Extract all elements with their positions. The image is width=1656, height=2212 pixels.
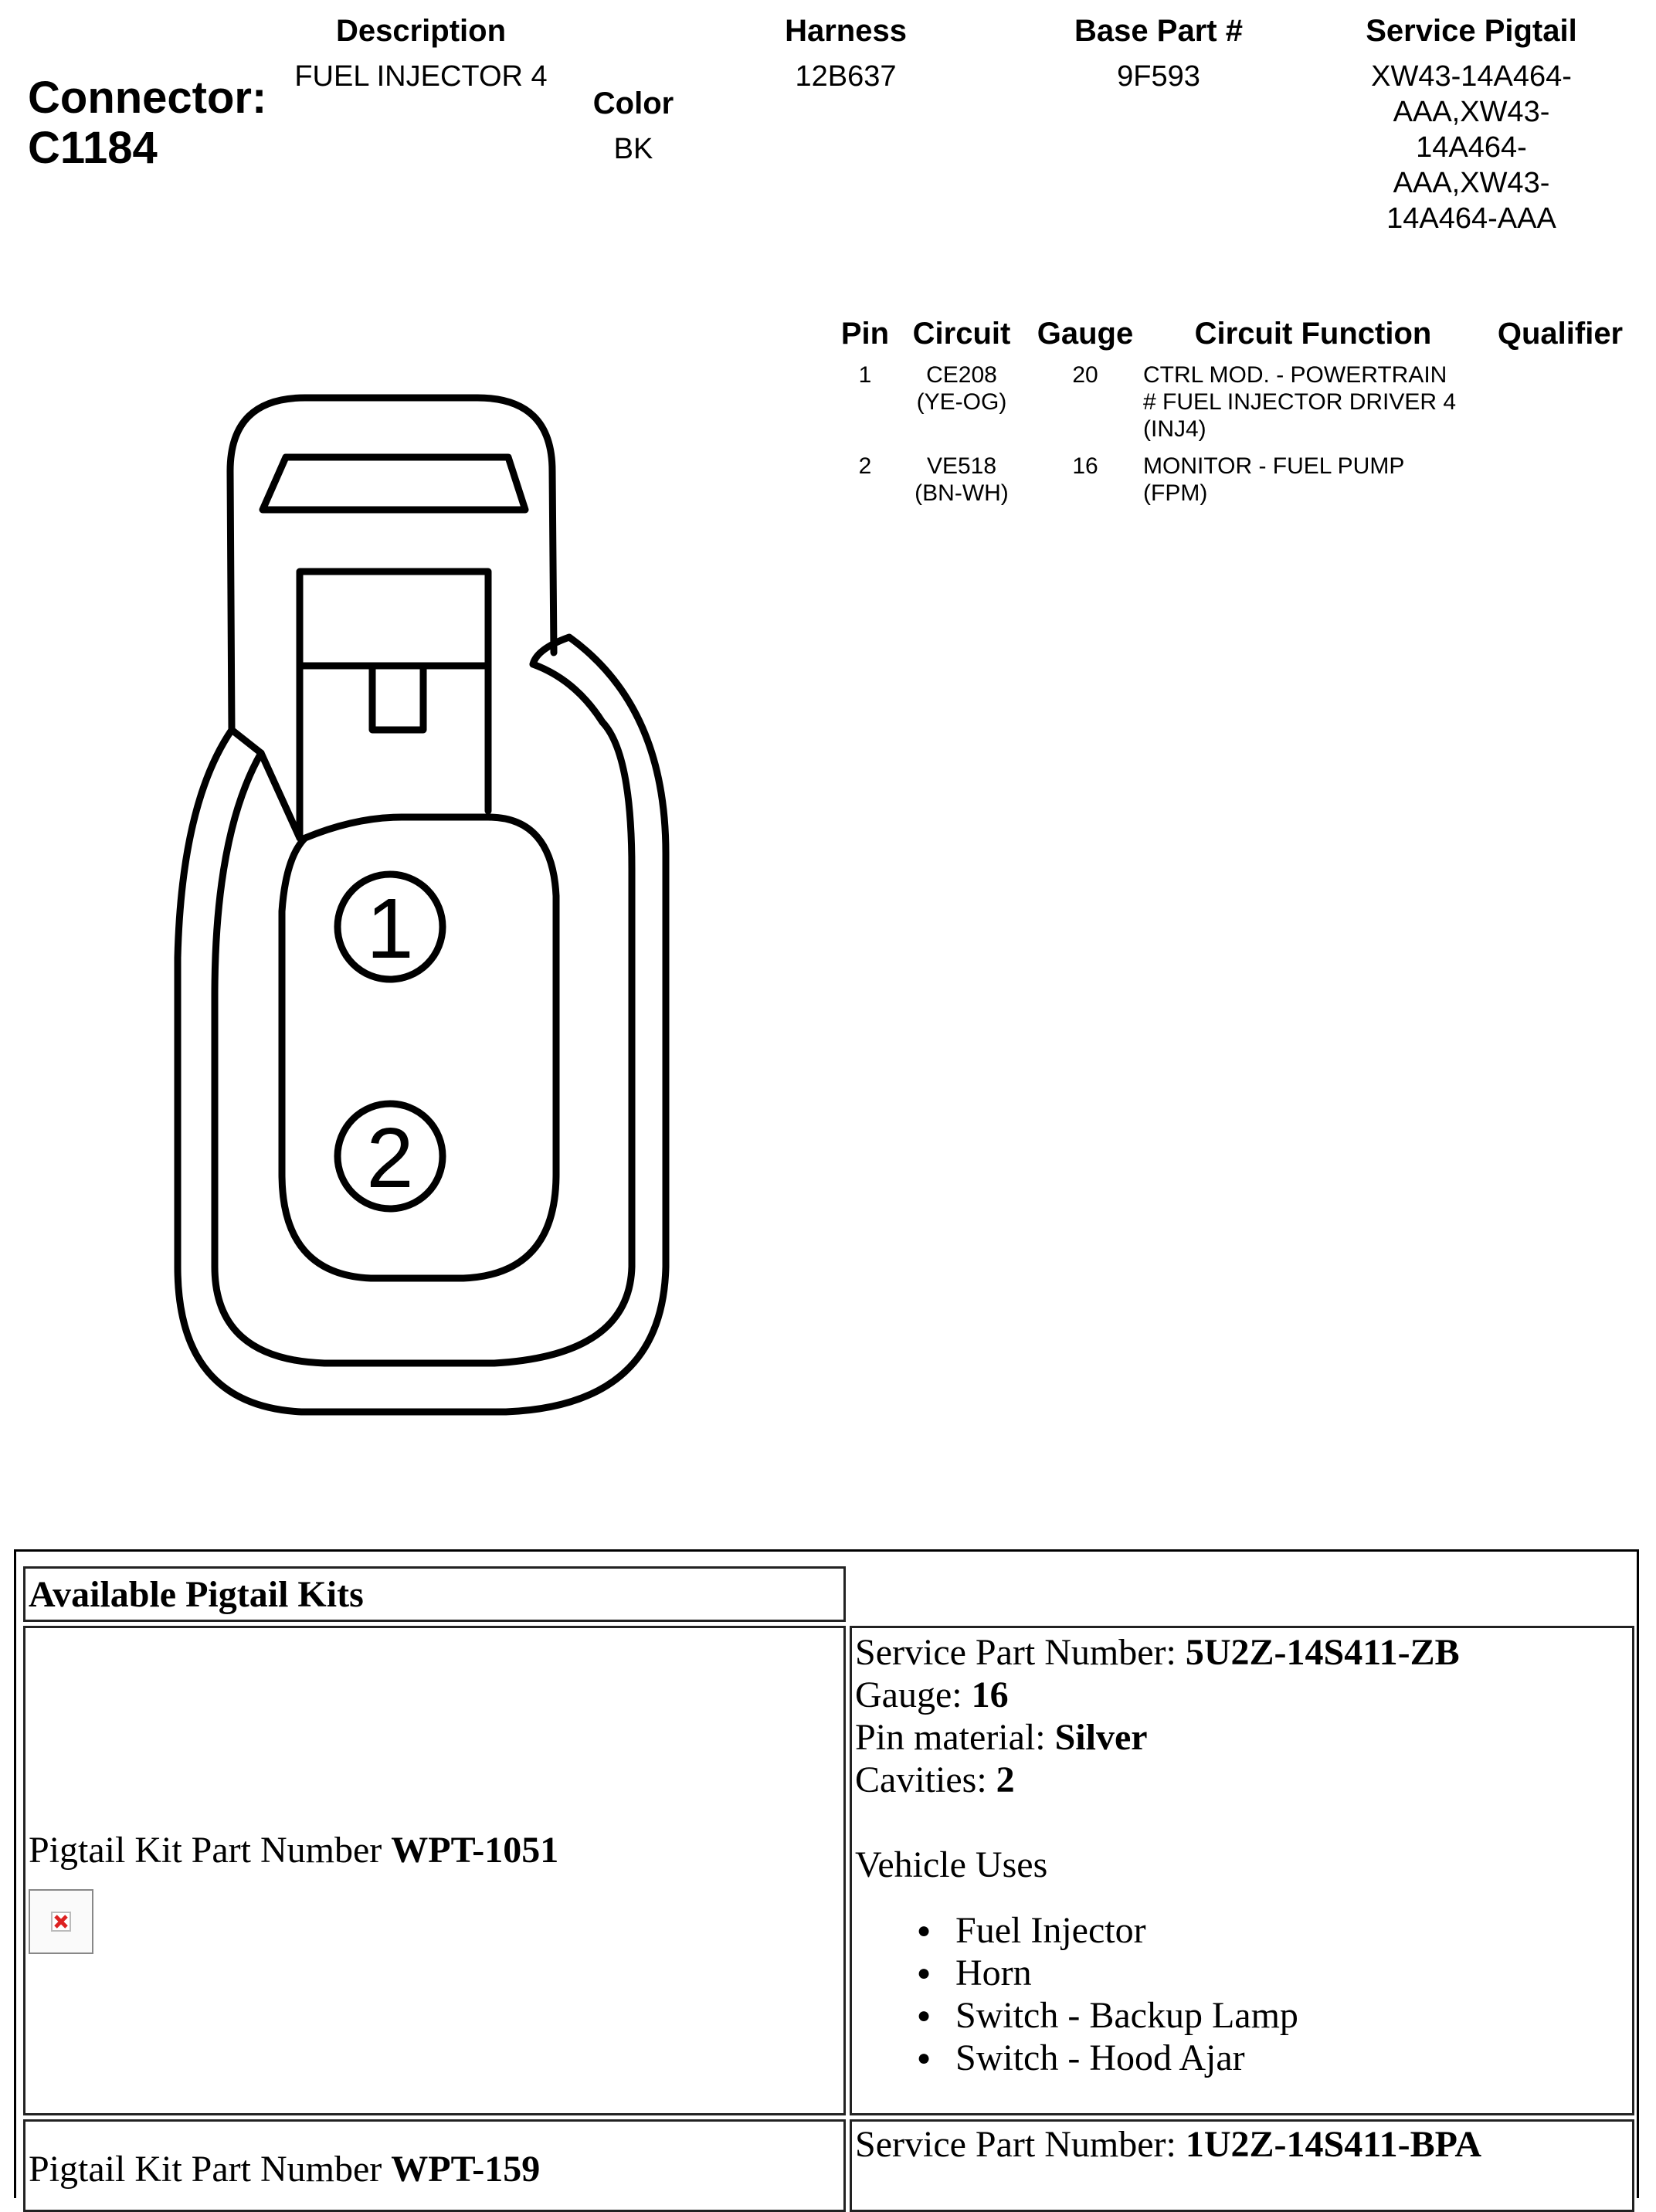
kits-title: Available Pigtail Kits [29, 1574, 364, 1615]
circuit-color: (YE-OG) [916, 389, 1007, 415]
service-pigtail-line: XW43-14A464- [1371, 60, 1572, 93]
cavities-label: Cavities: [855, 1759, 996, 1800]
function-column-header: Circuit Function [1194, 317, 1432, 351]
latch-inner-tab [263, 457, 525, 510]
vehicle-use-item: ● Fuel Injector [955, 1909, 1627, 1952]
kit-label: Pigtail Kit Part Number [29, 1830, 392, 1871]
base-part-value: 9F593 [1117, 60, 1200, 93]
gauge-cell: 20 [1072, 362, 1098, 388]
kit-1-cavities [855, 1759, 1627, 1801]
pin-2-label: 2 [366, 1111, 414, 1206]
key-notch [372, 666, 423, 730]
broken-image-x-icon [30, 1891, 92, 1952]
circuit-cell [896, 453, 1027, 507]
service-part-label: Service Part Number: [855, 1632, 1186, 1673]
circuit-cell [896, 361, 1027, 416]
base-part-header: Base Part # [1074, 14, 1243, 48]
kit-number: WPT-159 [391, 2149, 541, 2190]
kit-label: Pigtail Kit Part Number [29, 2149, 392, 2190]
left-shoulder-line [232, 730, 300, 838]
vehicle-uses-label: Vehicle Uses [855, 1844, 1048, 1885]
kit-2-service-part [855, 2123, 1481, 2166]
description-value: FUEL INJECTOR 4 [294, 60, 548, 93]
kit-number: WPT-1051 [391, 1830, 559, 1871]
kit-1-cell [23, 1626, 846, 2115]
housing-outer-outline [178, 637, 666, 1412]
kit-2-details-cell [850, 2119, 1634, 2212]
connector-label: Connector: [28, 73, 267, 123]
kit-2-part-number [29, 2148, 540, 2190]
color-header: Color [592, 87, 674, 120]
kit-2-cell [23, 2119, 846, 2212]
function-line: CTRL MOD. - POWERTRAIN [1143, 362, 1447, 388]
gauge-label: Gauge: [855, 1674, 972, 1715]
vehicle-uses-list [855, 1909, 1627, 2079]
service-part-value: 1U2Z-14S411-BPA [1185, 2124, 1482, 2165]
broken-image-icon [29, 1889, 93, 1954]
latch-window [300, 572, 488, 838]
function-line: (INJ4) [1143, 416, 1206, 442]
kit-1-part-number [29, 1829, 558, 1871]
vehicle-use-item: ● Switch - Hood Ajar [955, 2037, 1627, 2079]
service-part-value: 5U2Z-14S411-ZB [1185, 1632, 1460, 1673]
harness-value: 12B637 [795, 60, 897, 93]
function-line: MONITOR - FUEL PUMP [1143, 453, 1405, 479]
kit-1-details-cell [850, 1626, 1634, 2115]
service-pigtail-header: Service Pigtail [1366, 14, 1577, 48]
pin-column-header: Pin [840, 317, 890, 351]
kit-1-gauge [855, 1674, 1627, 1716]
connector-id: C1184 [28, 123, 158, 173]
color-value: BK [613, 133, 653, 165]
vehicle-use-item: ● Switch - Backup Lamp [955, 1994, 1627, 2037]
connector-face-diagram [162, 386, 687, 1444]
harness-header: Harness [785, 14, 907, 48]
description-header: Description [335, 14, 507, 48]
service-pigtail-value [1313, 59, 1630, 236]
circuit-column-header: Circuit [912, 317, 1011, 351]
right-shoulder-line [533, 664, 602, 722]
function-cell [1143, 361, 1483, 443]
service-part-label: Service Part Number: [855, 2124, 1186, 2165]
service-pigtail-line: 14A464- [1416, 131, 1527, 164]
gauge-cell: 16 [1072, 453, 1098, 479]
kit-1-pin-material [855, 1716, 1627, 1759]
pin-number: 1 [858, 362, 872, 388]
circuit-color: (BN-WH) [915, 480, 1009, 506]
pin-number: 2 [858, 453, 872, 479]
gauge-column-header: Gauge [1037, 317, 1134, 351]
function-line: (FPM) [1143, 480, 1208, 506]
circuit-id: VE518 [926, 453, 997, 479]
cavities-value: 2 [996, 1759, 1015, 1800]
function-line: # FUEL INJECTOR DRIVER 4 [1143, 389, 1457, 415]
kit-1-service-part [855, 1631, 1627, 1674]
latch-outer-outline [230, 398, 554, 730]
service-pigtail-line: 14A464-AAA [1386, 202, 1556, 235]
function-cell [1143, 453, 1483, 507]
circuit-id: CE208 [926, 362, 997, 388]
service-pigtail-line: AAA,XW43- [1393, 96, 1550, 128]
pin-1-label: 1 [366, 881, 414, 976]
pin-material-label: Pin material: [855, 1717, 1055, 1758]
gauge-value: 16 [971, 1674, 1009, 1715]
qualifier-column-header: Qualifier [1497, 317, 1624, 351]
service-pigtail-line: AAA,XW43- [1393, 167, 1550, 199]
pigtail-kits-table [14, 1549, 1639, 2198]
kits-title-cell [23, 1566, 846, 1622]
pin-material-value: Silver [1054, 1717, 1148, 1758]
vehicle-use-item: ● Horn [955, 1952, 1627, 1994]
